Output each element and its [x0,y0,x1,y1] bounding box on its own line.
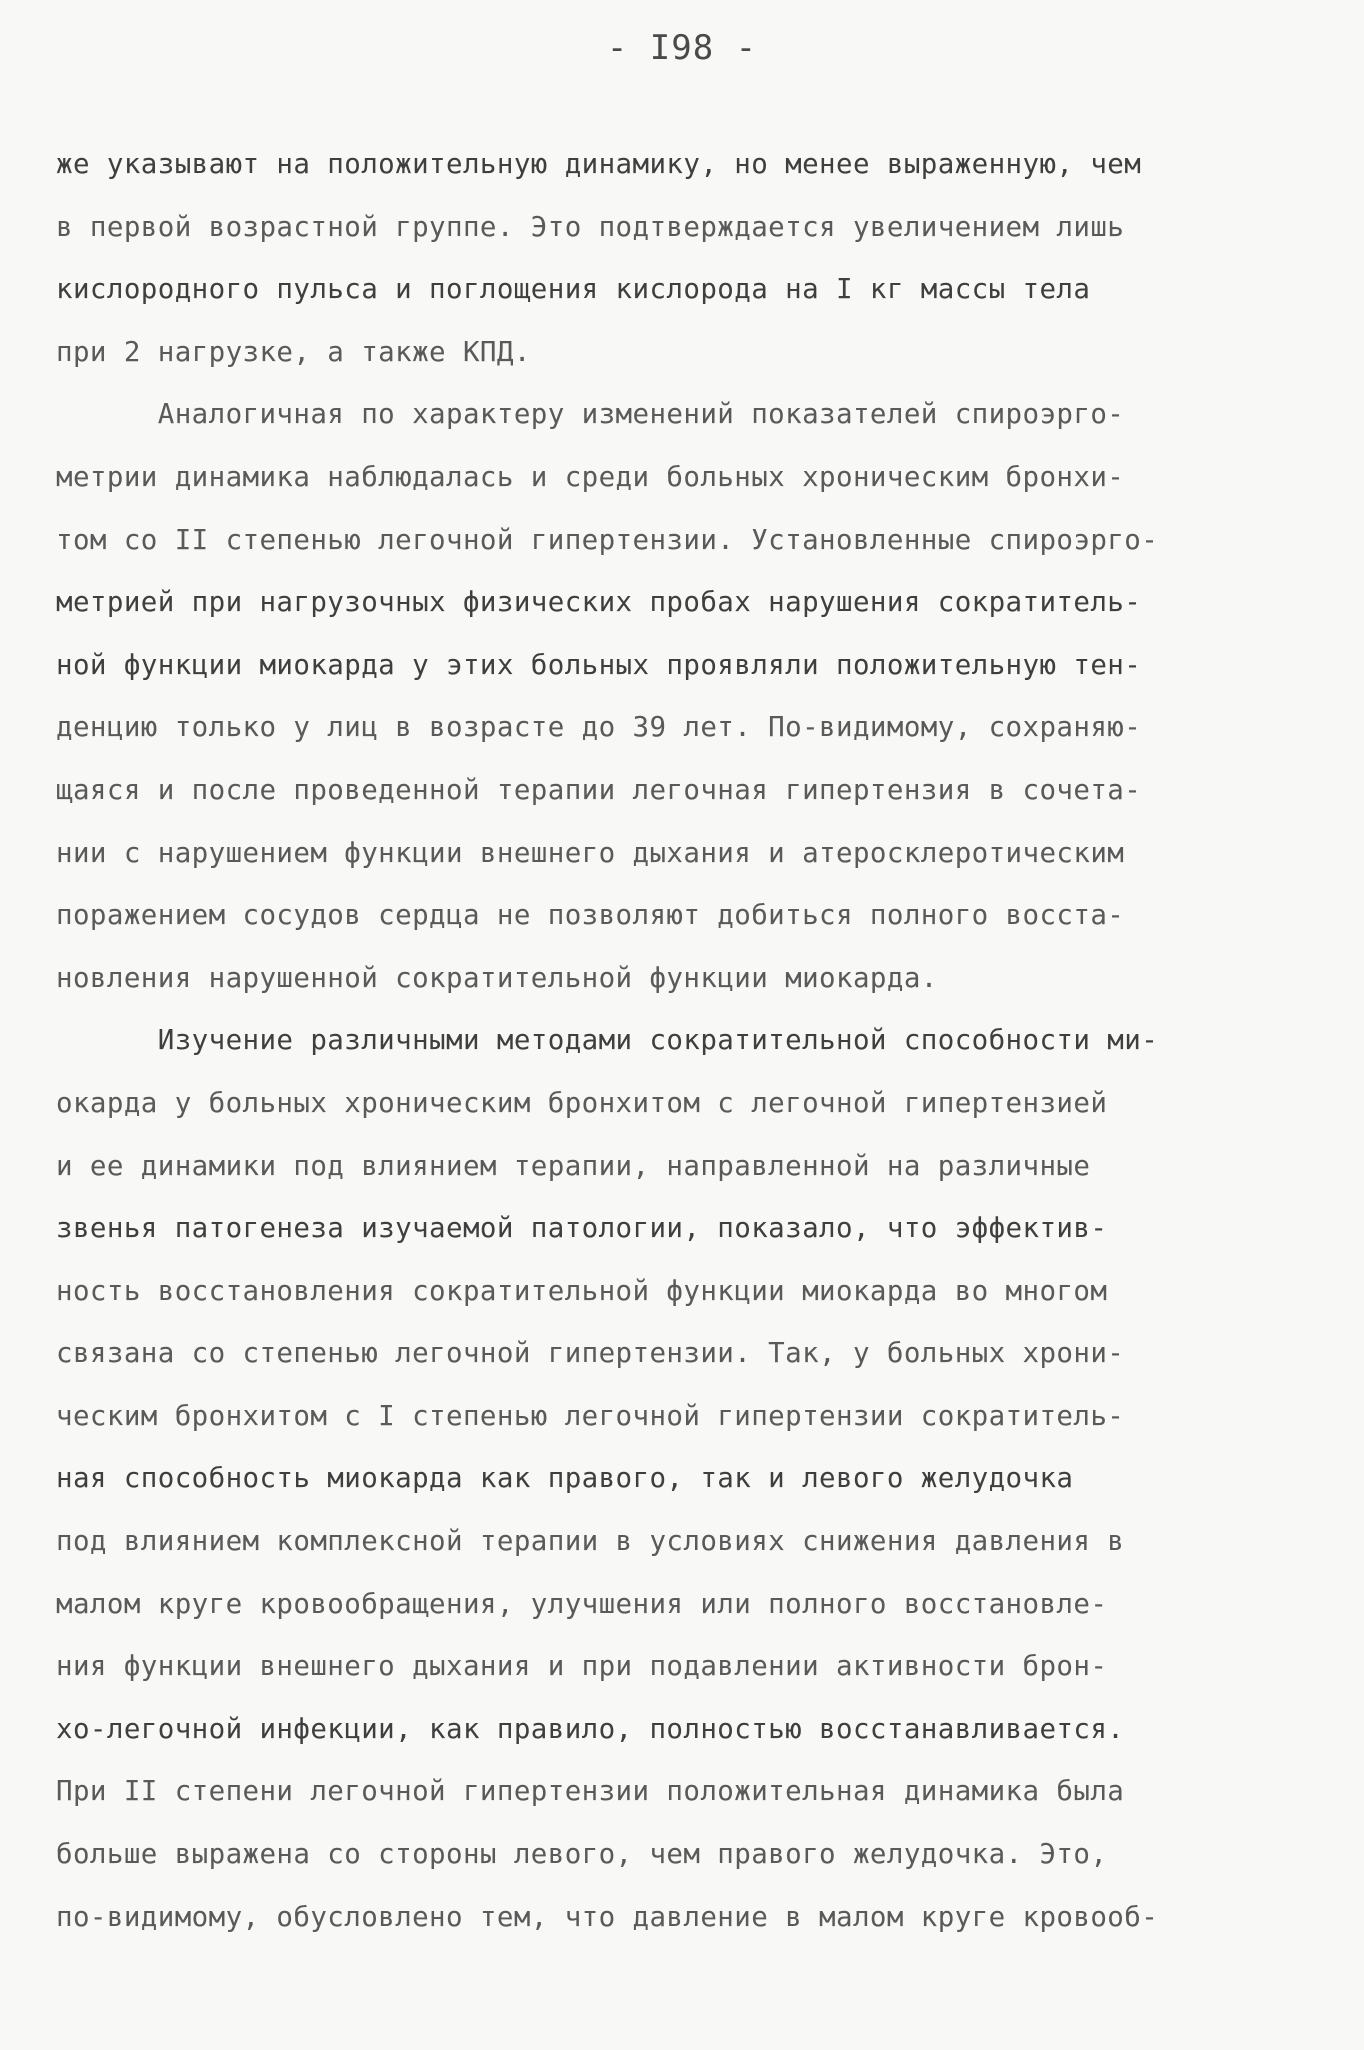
text-line-9: ной функции миокарда у этих больных проявляли положительную тен- [56,648,1142,681]
text-line-17: и ее динамики под влиянием терапии, направленной на различные [56,1149,1091,1182]
text-line-26: хо-легочной инфекции, как правило, полностью восстанавливается. [56,1712,1125,1745]
text-line-6: метрии динамика наблюдалась и среди больных хроническим бронхи- [56,460,1125,493]
text-line-29: по-видимому, обусловлено тем, что давление в малом круге кровооб- [56,1900,1159,1933]
text-line-12: нии с нарушением функции внешнего дыхания и атеросклеротическим [56,836,1125,869]
text-line-10: денцию только у лиц в возрасте до 39 лет. По-видимому, сохраняю- [56,711,1142,744]
text-line-28: больше выражена со стороны левого, чем правого желудочка. Это, [56,1838,1108,1871]
text-line-19: ность восстановления сократительной функции миокарда во многом [56,1274,1108,1307]
text-line-11: щаяся и после проведенной терапии легочная гипертензия в сочета- [56,773,1142,806]
text-line-25: ния функции внешнего дыхания и при подавлении активности брон- [56,1650,1108,1683]
text-line-27: При II степени легочной гипертензии положительная динамика была [56,1775,1125,1808]
text-line-4: при 2 нагрузке, а также КПД. [56,335,531,368]
text-line-7: том со II степенью легочной гипертензии. Установленные спироэрго- [56,523,1159,556]
text-line-22: ная способность миокарда как правого, так и левого желудочка [56,1462,1074,1495]
text-line-24: малом круге кровообращения, улучшения или полного восстановле- [56,1587,1108,1620]
body-text [56,133,1316,1948]
text-line-21: ческим бронхитом с I степенью легочной гипертензии сократитель- [56,1399,1125,1432]
text-line-15: Изучение различными методами сократительной способности ми- [56,1024,1159,1057]
text-line-5: Аналогичная по характеру изменений показателей спироэрго- [56,398,1125,431]
text-line-14: новления нарушенной сократительной функции миокарда. [56,961,938,994]
text-line-8: метрией при нагрузочных физических пробах нарушения сократитель- [56,586,1142,619]
text-line-18: звенья патогенеза изучаемой патологии, показало, что эффектив- [56,1212,1108,1245]
text-line-16: окарда у больных хроническим бронхитом с легочной гипертензией [56,1086,1108,1119]
text-line-1: же указывают на положительную динамику, но менее выраженную, чем [56,148,1142,180]
text-line-3: кислородного пульса и поглощения кислорода на I кг массы тела [56,273,1091,306]
text-line-2: в первой возрастной группе. Это подтверждается увеличением лишь [56,210,1125,243]
page-number: - I98 - [606,28,758,68]
text-line-13: поражением сосудов сердца не позволяют добиться полного восста- [56,899,1125,932]
text-line-23: под влиянием комплексной терапии в условиях снижения давления в [56,1525,1125,1558]
text-line-20: связана со степенью легочной гипертензии. Так, у больных хрони- [56,1337,1125,1370]
